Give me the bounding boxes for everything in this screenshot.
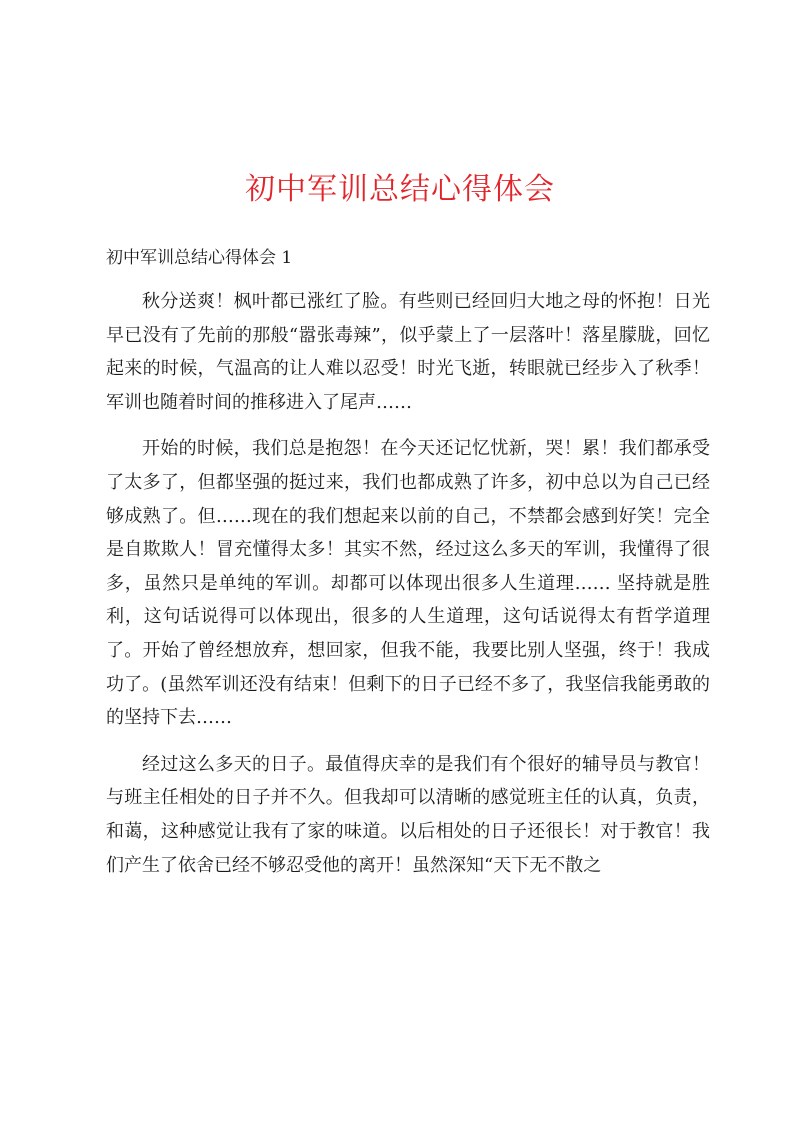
paragraph-3: 经过这么多天的日子。最值得庆幸的是我们有个很好的辅导员与教官！与班主任相处的日子并不久。但我却可以清晰的感觉班主任的认真，负责，和蔼，这种感觉让我有了家的味道。以后相处的日子还很长！对于教官！我们产生了依舍已经不够忍受他的离开！虽然深知“天下无不散之 (106, 753, 710, 876)
document-body (106, 244, 710, 895)
paragraph-1: 秋分送爽！枫叶都已涨红了脸。有些则已经回归大地之母的怀抱！日光早已没有了先前的那般“嚣张毒辣”，似乎蒙上了一层落叶！落星朦胧，回忆起来的时候，气温高的让人难以忍受！时光飞逝，转眼就已经步入了秋季！军训也随着时间的推移进入了尾声…… (106, 291, 710, 413)
document-title: 初中军训总结心得体会 (245, 172, 555, 207)
section-heading: 初中军训总结心得体会 1 (106, 248, 293, 268)
paragraph-2: 开始的时候，我们总是抱怨！在今天还记忆忧新，哭！累！我们都承受了太多了，但都坚强的挺过来，我们也都成熟了许多，初中总以为自己已经够成熟了。但……现在的我们想起来以前的自己，不禁都会感到好笑！完全是自欺欺人！冒充懂得太多！其实不然，经过这么多天的军训，我懂得了很多，虽然只是单纯的军训。却都可以体现出很多人生道理…… 坚持就是胜利，这句话说得可以体现出，很多的人生道理，这句话说得太有哲学道理了。开始了曾经想放弃，想回家，但我不能，我要比别人坚强，终于！我成功了。(虽然军训还没有结束！但剩下的日子已经不多了，我坚信我能勇敢的的坚持下去…… (106, 438, 710, 729)
